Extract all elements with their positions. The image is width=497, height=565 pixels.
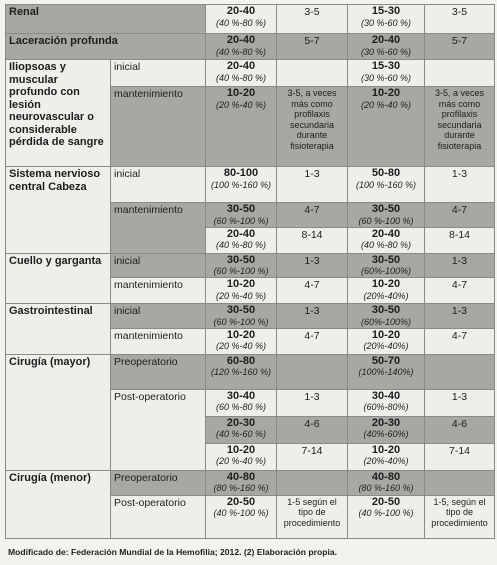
dose-value: 40-80 bbox=[226, 470, 256, 483]
days-value: 1-3 bbox=[451, 390, 468, 403]
dose-value: 10-20 bbox=[371, 443, 401, 456]
days-note: 1-5, según el tipo de procedimiento bbox=[431, 496, 488, 528]
dose-value: 30-50 bbox=[226, 203, 256, 215]
dose-percent: (40 %-80 %) bbox=[360, 240, 412, 250]
dose-value: 10-20 bbox=[226, 278, 256, 290]
phase-label: Preoperatorio bbox=[111, 354, 206, 389]
dose-value: 20-30 bbox=[226, 416, 256, 429]
dose-percent: (40 %-100 %) bbox=[358, 508, 414, 518]
dose-percent: (20%-40%) bbox=[363, 341, 409, 351]
dosage-table bbox=[5, 4, 495, 539]
dose-value: 30-50 bbox=[371, 253, 401, 266]
dose-percent: (60 %-100 %) bbox=[213, 215, 269, 226]
phase-label: Post-operatorio bbox=[111, 389, 206, 470]
days-note: 1-5 según el tipo de procedimiento bbox=[283, 496, 341, 528]
table-row bbox=[6, 34, 495, 60]
dose-value: 30-40 bbox=[226, 389, 256, 402]
row-label-renal: Renal bbox=[6, 5, 206, 34]
table-row bbox=[6, 167, 495, 203]
table-row bbox=[6, 5, 495, 34]
days-value: 4-6 bbox=[451, 417, 468, 430]
dose-percent: (40%-60%) bbox=[363, 429, 409, 439]
dose-percent: (80 %-160 %) bbox=[358, 483, 414, 493]
dose-percent: (100%-140%) bbox=[358, 367, 414, 377]
dose-percent: (40 %-60 %) bbox=[215, 429, 267, 439]
dose-value: 20-40 bbox=[371, 227, 401, 240]
days-value: 4-7 bbox=[304, 204, 320, 216]
dose-percent: (100 %-160 %) bbox=[210, 179, 272, 190]
row-label-cirugia-menor: Cirugía (menor) bbox=[6, 470, 111, 538]
dose-value: 10-20 bbox=[226, 87, 256, 99]
dose-value: 30-50 bbox=[371, 203, 401, 215]
phase-label: inicial bbox=[111, 167, 206, 203]
dose-percent: (30 %-60 %) bbox=[360, 46, 412, 57]
table-row bbox=[6, 60, 495, 87]
phase-label: mantenimiento bbox=[111, 278, 206, 304]
table-row bbox=[6, 354, 495, 389]
dose-percent: (20%-40%) bbox=[363, 456, 409, 466]
days-value: 1-3 bbox=[304, 305, 320, 317]
days-value: 4-6 bbox=[304, 417, 320, 430]
dose-value: 20-50 bbox=[226, 495, 256, 508]
days-value: 5-7 bbox=[304, 35, 320, 47]
row-label-cuello: Cuello y garganta bbox=[6, 253, 111, 304]
days-note: 3-5, a veces más como profilaxis secundaria durante fisioterapia bbox=[434, 88, 485, 151]
dose-percent: (60 %-100 %) bbox=[213, 266, 269, 276]
dose-value: 20-40 bbox=[226, 5, 256, 17]
row-label-laceracion: Laceración profunda bbox=[6, 34, 206, 60]
days-value: 7-14 bbox=[448, 444, 470, 457]
days-value: 1-3 bbox=[451, 305, 468, 317]
phase-label: inicial bbox=[111, 253, 206, 278]
dose-value: 10-20 bbox=[226, 328, 256, 341]
dose-value: 30-40 bbox=[371, 389, 401, 402]
table-row bbox=[6, 470, 495, 495]
phase-label: mantenimiento bbox=[111, 203, 206, 254]
dose-value: 15-30 bbox=[371, 60, 401, 72]
dose-percent: (80 %-160 %) bbox=[213, 483, 269, 493]
dose-value: 40-80 bbox=[371, 470, 401, 483]
phase-label: inicial bbox=[111, 304, 206, 329]
days-value: 7-14 bbox=[301, 444, 323, 457]
dose-value: 20-40 bbox=[226, 60, 256, 72]
row-label-snc: Sistema nervioso central Cabeza bbox=[6, 167, 111, 254]
dose-value: 30-50 bbox=[226, 253, 256, 266]
dose-value: 10-20 bbox=[371, 278, 401, 290]
row-label-iliopsoas: Iliopsoas y muscular profundo con lesión neurovascular o considerable pérdida de sangre bbox=[6, 60, 111, 167]
days-value: 1-3 bbox=[451, 254, 468, 267]
dose-percent: (60%-100%) bbox=[360, 266, 412, 276]
dose-percent: (40 %-80 %) bbox=[215, 240, 267, 250]
dose-value: 20-40 bbox=[371, 34, 401, 46]
phase-label: Post-operatorio bbox=[111, 495, 206, 538]
dose-percent: (20 %-40 %) bbox=[215, 99, 267, 110]
dose-value: 10-20 bbox=[371, 87, 401, 99]
days-note: 3-5, a veces más como profilaxis secundaria durante fisioterapia bbox=[287, 88, 337, 151]
days-value: 1-3 bbox=[451, 168, 468, 180]
dose-value: 30-50 bbox=[371, 304, 401, 316]
days-value: 4-7 bbox=[304, 329, 320, 342]
table-row bbox=[6, 253, 495, 278]
dose-percent: (20 %-40 %) bbox=[215, 341, 267, 351]
dose-percent: (60 %-100 %) bbox=[358, 215, 414, 226]
days-value: 1-3 bbox=[304, 254, 320, 267]
dose-value: 10-20 bbox=[226, 443, 256, 456]
dose-percent: (30 %-60 %) bbox=[360, 17, 412, 28]
dose-percent: (100 %-160 %) bbox=[355, 179, 417, 190]
phase-label: mantenimiento bbox=[111, 87, 206, 167]
dose-percent: (30 %-60 %) bbox=[360, 72, 412, 83]
dose-percent: (40 %-100 %) bbox=[213, 508, 269, 518]
footnote: Modificado de: Federación Mundial de la Hemofilia; 2012. (2) Elaboración propia. bbox=[8, 547, 338, 557]
days-value: 4-7 bbox=[451, 329, 468, 342]
dose-percent: (40 %-80 %) bbox=[215, 17, 267, 28]
row-label-gastro: Gastrointestinal bbox=[6, 304, 111, 355]
dose-percent: (20 %-40 %) bbox=[360, 99, 412, 110]
dose-percent: (40 %-80 %) bbox=[215, 46, 267, 57]
table-row bbox=[6, 304, 495, 329]
dose-value: 30-50 bbox=[226, 304, 256, 316]
phase-label: inicial bbox=[111, 60, 206, 87]
days-value: 4-7 bbox=[304, 279, 320, 291]
dose-value: 50-80 bbox=[371, 167, 401, 179]
days-value: 4-7 bbox=[451, 279, 468, 291]
dose-value: 20-50 bbox=[371, 495, 401, 508]
row-label-cirugia-mayor: Cirugía (mayor) bbox=[6, 354, 111, 470]
dose-percent: (60 %-80 %) bbox=[215, 402, 267, 412]
days-value: 8-14 bbox=[301, 228, 323, 241]
dose-value: 20-40 bbox=[226, 34, 256, 46]
dose-percent: (120 %-160 %) bbox=[210, 367, 272, 377]
dose-value: 50-70 bbox=[371, 354, 401, 367]
dose-value: 10-20 bbox=[371, 328, 401, 341]
dose-percent: (40 %-80 %) bbox=[215, 72, 267, 83]
days-value: 3-5 bbox=[304, 6, 320, 18]
days-value: 8-14 bbox=[448, 228, 470, 241]
dose-percent: (60%-80%) bbox=[363, 402, 409, 412]
dose-value: 80-100 bbox=[223, 167, 259, 179]
days-value: 1-3 bbox=[304, 168, 320, 180]
dose-percent: (60 %-100 %) bbox=[213, 316, 269, 327]
dose-percent: (20%-40%) bbox=[363, 290, 409, 301]
dose-percent: (20 %-40 %) bbox=[215, 290, 267, 301]
dose-percent: (20 %-40 %) bbox=[215, 456, 267, 466]
phase-label: mantenimiento bbox=[111, 328, 206, 354]
dose-value: 15-30 bbox=[371, 5, 401, 17]
dose-percent: (60%-100%) bbox=[360, 316, 412, 327]
days-value: 5-7 bbox=[451, 35, 468, 47]
days-value: 1-3 bbox=[304, 390, 320, 403]
dose-value: 60-80 bbox=[226, 354, 256, 367]
days-value: 4-7 bbox=[451, 204, 468, 216]
dose-value: 20-40 bbox=[226, 227, 256, 240]
phase-label: Preoperatorio bbox=[111, 470, 206, 495]
days-value: 3-5 bbox=[451, 6, 468, 18]
dose-value: 20-30 bbox=[371, 416, 401, 429]
